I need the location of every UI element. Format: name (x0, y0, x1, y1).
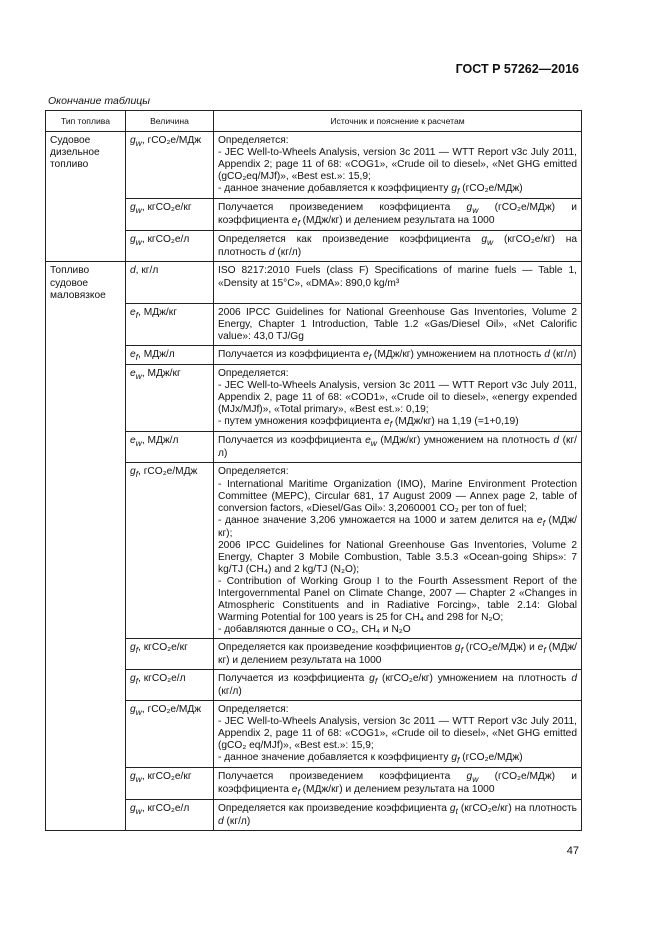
source-cell (214, 262, 582, 304)
quantity-cell: $e_f$, МДж/л (126, 346, 214, 365)
source-line: - добавляются данные о CO₂, CH₄ и N₂O (218, 623, 411, 635)
table-row (46, 132, 582, 199)
table-row (46, 231, 582, 262)
fuel-type-cell (46, 670, 126, 701)
column-header-source: Источник и пояснение к расчетам (214, 111, 582, 132)
table-row (46, 768, 582, 800)
table-row (46, 800, 582, 831)
source-cell (214, 304, 582, 346)
fuel-type-cell (46, 701, 126, 768)
page-number: 47 (566, 845, 579, 857)
fuel-type-cell: Судовое дизельное топливо (46, 132, 126, 199)
source-line: - JEC Well-to-Wheels Analysis, version 3c 2011 — WTT Report v3c July 2011, Appendix 2; page 11 of 68: «COG1», «Crude oil to diesel», «Net GHG emitted (gCO₂eq/MJf)», «Best est.»: 15,9; (218, 147, 577, 183)
source-line: Определяется как произведение коэффициента $g_w$ (кгCO₂е/кг) на плотность d (кг/л) (218, 234, 577, 259)
fuel-type-cell: Топливо судовое маловязкое (46, 262, 126, 304)
quantity-cell: $g_w$, кгCO₂е/кг (126, 199, 214, 231)
quantity-cell: d, кг/л (126, 262, 214, 304)
source-line: Получается произведением коэффициента $g_w$ (гCO₂е/МДж) и коэффициента $e_f$ (МДж/кг) и делением результата на 1000 (218, 202, 577, 229)
quantity-cell: $g_w$, гCO₂е/МДж (126, 701, 214, 768)
page-header: ГОСТ Р 57262—2016 (455, 62, 579, 76)
source-cell (214, 768, 582, 800)
source-line: Получается произведением коэффициента $g_w$ (гCO₂е/МДж) и коэффициента $e_f$ (МДж/кг) и делением результата на 1000 (218, 771, 577, 798)
source-cell (214, 199, 582, 231)
table-caption: Окончание таблицы (48, 95, 151, 107)
source-line: - данное значение добавляется к коэффициенту $g_f$ (гCO₂е/МДж) (218, 183, 523, 197)
fuel-type-cell (46, 199, 126, 231)
fuel-type-cell (46, 638, 126, 669)
fuel-type-cell (46, 768, 126, 800)
source-line: - Contribution of Working Group I to the Fourth Assessment Report of the Intergovernmental Panel on Climate Change, 2007 — Chapter 2 «Changes in Atmospheric Constituents and in Radiative Forcing», table 2.14: Global Warming Potential for 100 years is 25 for CH₄ and 298 for N₂O; (218, 575, 577, 623)
table-row (46, 432, 582, 463)
table-row (46, 701, 582, 768)
quantity-cell: $e_w$, МДж/л (126, 432, 214, 463)
fuel-type-cell (46, 346, 126, 365)
table-header-row (46, 111, 582, 132)
fuel-type-cell (46, 432, 126, 463)
table-row (46, 365, 582, 432)
quantity-cell: $g_w$, кгCO₂е/кг (126, 768, 214, 800)
source-line: Определяется: (218, 368, 289, 380)
fuel-type-cell (46, 304, 126, 346)
source-line: 2006 IPCC Guidelines for National Greenhouse Gas Inventories, Volume 2 Energy, Chapter 3 Mobile Combustion, Table 3.5.3 «Ocean-going Ships»: 7 kg/TJ (CH₄) and 2 kg/TJ (N₂O); (218, 539, 577, 575)
source-cell (214, 231, 582, 262)
quantity-cell: $g_f$, кгCO₂е/л (126, 670, 214, 701)
source-cell (214, 463, 582, 638)
table-row (46, 346, 582, 365)
source-line: - данное значение 3,206 умножается на 1000 и затем делится на $e_f$ (МДж/кг); (218, 514, 577, 539)
source-cell (214, 365, 582, 432)
quantity-cell: $g_w$, гCO₂е/МДж (126, 132, 214, 199)
source-cell (214, 800, 582, 831)
source-line: - путем умножения коэффициента $e_f$ (МДж/кг) на 1,19 (=1+0,19) (218, 416, 519, 430)
table-row (46, 304, 582, 346)
source-line: Определяется: (218, 135, 289, 147)
quantity-cell: $g_f$, кгCO₂е/кг (126, 638, 214, 669)
column-header-quantity: Величина (126, 111, 214, 132)
source-line: - данное значение добавляется к коэффициенту $g_f$ (гCO₂е/МДж) (218, 752, 523, 766)
table-body (46, 132, 582, 831)
fuel-table (45, 110, 582, 831)
source-cell (214, 132, 582, 199)
table-row (46, 262, 582, 304)
table-row (46, 463, 582, 638)
fuel-type-cell (46, 463, 126, 638)
source-line: Получается из коэффициента $g_f$ (кгCO₂е/кг) умножением на плотность d (кг/л) (218, 673, 577, 698)
table-row (46, 638, 582, 669)
source-line: 2006 IPCC Guidelines for National Greenhouse Gas Inventories, Volume 2 Energy, Chapter 1 Introduction, Table 1.2 «Gas/Diesel Oil», «Net Calorific value»: 43,0 TJ/Gg (218, 307, 577, 343)
source-line: - JEC Well-to-Wheels Analysis, version 3c 2011 — WTT Report v3c July 2011, Appendix 2, page 11 of 68: «COD1», «Crude oil to diesel», «energy expended (MJx/MJf)», «Total primary», «Best est.»: 0,19; (218, 380, 577, 416)
source-line: Получается из коэффициента $e_f$ (МДж/кг) умножением на плотность d (кг/л) (218, 349, 577, 363)
source-line: Определяется как произведение коэффициента $g_t$ (кгCO₂е/кг) на плотность d (кг/л) (218, 803, 577, 828)
table-row (46, 670, 582, 701)
quantity-cell: $g_f$, гCO₂е/МДж (126, 463, 214, 638)
source-line: Определяется: (218, 466, 289, 478)
fuel-type-cell (46, 800, 126, 831)
fuel-type-cell (46, 365, 126, 432)
source-cell (214, 638, 582, 669)
source-line: ISO 8217:2010 Fuels (class F) Specifications of marine fuels — Table 1, «Density at 15°C», «DMA»: 890,0 kg/m³ (218, 265, 577, 289)
source-line: - JEC Well-to-Wheels Analysis, version 3c 2011 — WTT Report v3c July 2011, Appendix 2, page 11 of 68: «COG1», «Crude oil to diesel», «Net GHG emitted (gCO₂ eq/MJf)», «Best est.»: 15,9; (218, 716, 577, 752)
source-line: Определяется как произведение коэффициентов $g_f$ (гCO₂е/МДж) и $e_f$ (МДж/кг) и делением результата на 1000 (218, 641, 577, 666)
source-line: - International Maritime Organization (IMO), Marine Environment Protection Committee (MEPC), Circular 681, 17 August 2009 — Annex page 2, table of conversion factors, «Diesel/Gas Oil»: 3,2060001 CO₂ per ton of fuel; (218, 478, 577, 514)
column-header-fuel-type: Тип топлива (46, 111, 126, 132)
source-cell (214, 346, 582, 365)
fuel-type-cell (46, 231, 126, 262)
table-row (46, 199, 582, 231)
quantity-cell: $g_w$, кгCO₂е/л (126, 800, 214, 831)
source-cell (214, 701, 582, 768)
source-cell (214, 670, 582, 701)
source-line: Получается из коэффициента $e_w$ (МДж/кг) умножением на плотность d (кг/л) (218, 435, 578, 460)
source-line: Определяется: (218, 704, 289, 716)
source-cell (214, 432, 582, 463)
quantity-cell: $g_w$, кгCO₂е/л (126, 231, 214, 262)
quantity-cell: $e_w$, МДж/кг (126, 365, 214, 432)
quantity-cell: $e_f$, МДж/кг (126, 304, 214, 346)
